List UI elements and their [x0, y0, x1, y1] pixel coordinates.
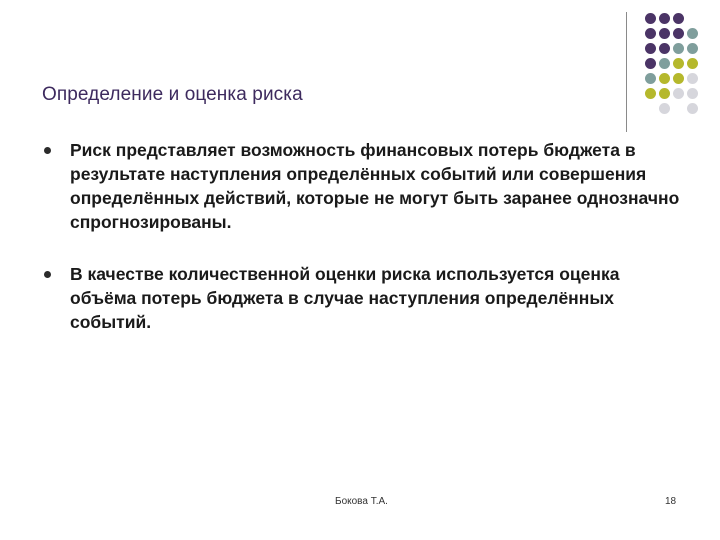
decor-dot-grid: [640, 8, 720, 118]
decor-dot: [673, 73, 684, 84]
decor-dot: [687, 103, 698, 114]
decor-dot: [687, 88, 698, 99]
bullet-list: [42, 138, 682, 362]
decor-dot: [645, 43, 656, 54]
decor-dot: [673, 28, 684, 39]
decor-dot: [659, 73, 670, 84]
decor-dot: [687, 28, 698, 39]
bullet-text: В качестве количественной оценки риска используется оценка объёма потерь бюджета в случае наступления определённых событий.: [70, 264, 620, 332]
decor-divider-line: [626, 12, 627, 132]
decor-dot: [673, 13, 684, 24]
bullet-dot-icon: [44, 147, 51, 154]
bullet-dot-icon: [44, 271, 51, 278]
footer-author: Бокова Т.А.: [335, 496, 388, 507]
decor-dot: [645, 28, 656, 39]
decor-dot: [687, 58, 698, 69]
decor-dot: [659, 28, 670, 39]
decor-dot: [673, 58, 684, 69]
decor-dot: [687, 73, 698, 84]
decor-dot: [659, 13, 670, 24]
page-number: 18: [665, 496, 677, 507]
decor-dot: [687, 43, 698, 54]
decor-dot: [659, 58, 670, 69]
decor-dot: [659, 103, 670, 114]
decor-dot: [645, 58, 656, 69]
bullet-item: [42, 138, 682, 234]
decor-dot: [659, 43, 670, 54]
decor-dot: [673, 88, 684, 99]
decor-dot: [645, 88, 656, 99]
slide-title: Определение и оценка риска: [42, 84, 303, 105]
bullet-text: Риск представляет возможность финансовых потерь бюджета в результате наступления определённых событий или совершения определённых действий, которые не могут быть заранее однозначно спрогнозированы.: [70, 140, 680, 232]
decor-dot: [645, 13, 656, 24]
decor-dot: [659, 88, 670, 99]
bullet-item: [42, 262, 682, 334]
decor-dot: [645, 73, 656, 84]
decor-dot: [673, 43, 684, 54]
